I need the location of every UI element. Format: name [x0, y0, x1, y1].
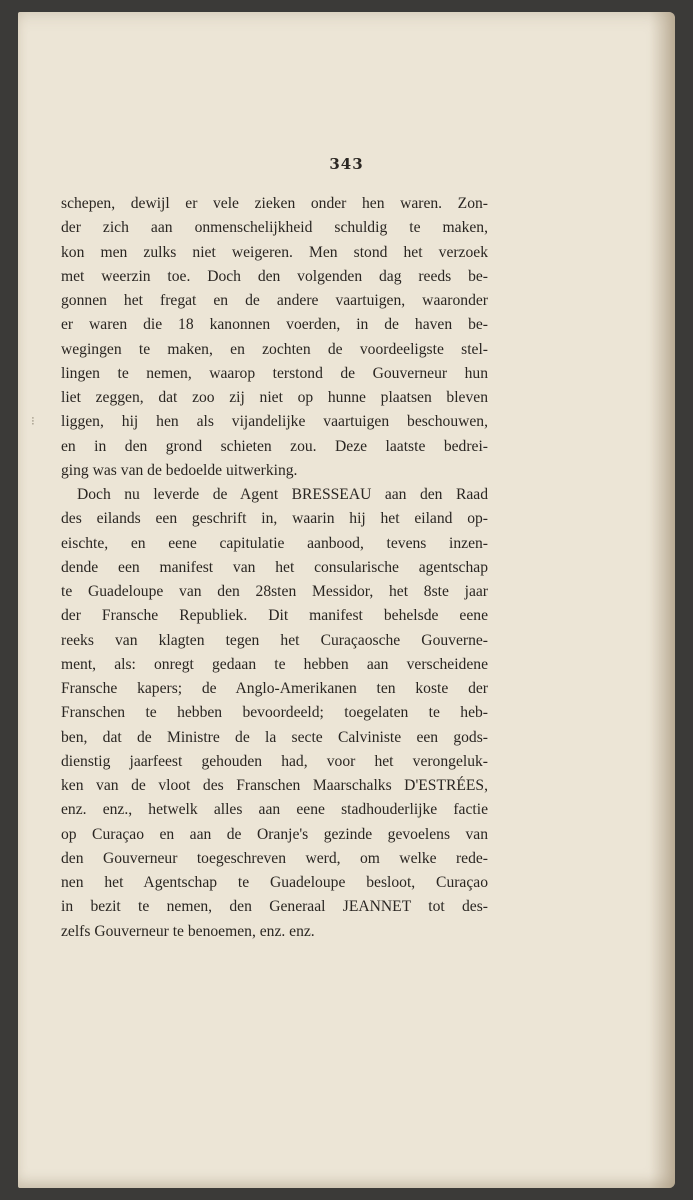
text-line: ging was van de bedoelde uitwerking. — [61, 461, 298, 479]
text-line: met weerzin toe. Doch den volgenden dag reeds be- — [61, 267, 488, 285]
text-line: dende een manifest van het consularische agentschap — [61, 558, 488, 576]
text-line: en in den grond schieten zou. Deze laatste bedrei- — [61, 437, 488, 455]
text-line: Fransche kapers; de Anglo-Amerikanen ten koste der — [61, 680, 488, 697]
text-line: kon men zulks niet weigeren. Men stond het verzoek — [61, 243, 488, 261]
body-text — [61, 192, 488, 944]
text-line: gonnen het fregat en de andere vaartuigen, waaronder — [61, 292, 488, 309]
text-line: er waren die 18 kanonnen voerden, in de haven be- — [61, 316, 488, 334]
page-edge-shadow — [649, 12, 675, 1188]
text-line: reeks van klagten tegen het Curaçaosche Gouverne- — [61, 631, 488, 649]
text-line: des eilands een geschrift in, waarin hij het eiland op- — [61, 510, 488, 528]
text-line: lingen te nemen, waarop terstond de Gouverneur hun — [61, 364, 488, 382]
text-line: enz. enz., hetwelk alles aan eene stadhouderlijke factie — [61, 801, 488, 819]
text-line: ment, als: onregt gedaan te hebben aan verscheidene — [61, 655, 488, 673]
margin-mark: ⁝ — [31, 414, 35, 428]
text-line: te Guadeloupe van den 28sten Messidor, het 8ste jaar — [61, 583, 488, 600]
text-line: dienstig jaarfeest gehouden had, voor het verongeluk- — [61, 752, 488, 770]
text-line: schepen, dewijl er vele zieken onder hen waren. Zon- — [61, 195, 488, 212]
text-line: Franschen te hebben bevoordeeld; toegelaten te heb- — [61, 704, 488, 722]
text-line: ben, dat de Ministre de la secte Calviniste een gods- — [61, 728, 488, 746]
text-line: op Curaçao en aan de Oranje's gezinde gevoelens van — [61, 825, 488, 843]
book-page — [18, 12, 675, 1188]
text-line: eischte, en eene capitulatie aanbood, tevens inzen- — [61, 534, 488, 552]
text-line: den Gouverneur toegeschreven werd, om welke rede- — [61, 849, 488, 867]
text-line: liggen, hij hen als vijandelijke vaartuigen beschouwen, — [61, 413, 488, 431]
text-line: der zich aan onmenschelijkheid schuldig te maken, — [61, 219, 488, 237]
text-line: Doch nu leverde de Agent BRESSEAU aan den Raad — [77, 486, 488, 503]
text-line: nen het Agentschap te Guadeloupe besloot, Curaçao — [61, 874, 488, 891]
text-line: zelfs Gouverneur te benoemen, enz. enz. — [61, 922, 315, 940]
text-line: wegingen te maken, en zochten de voordeeligste stel- — [61, 340, 488, 358]
text-line: in bezit te nemen, den Generaal JEANNET tot des- — [61, 898, 488, 916]
text-line: ken van de vloot des Franschen Maarschalks D'ESTRÉES, — [61, 777, 488, 794]
text-line: der Fransche Republiek. Dit manifest behelsde eene — [61, 607, 488, 625]
page-number: 343 — [329, 155, 364, 173]
text-line: liet zeggen, dat zoo zij niet op hunne plaatsen bleven — [61, 389, 488, 406]
